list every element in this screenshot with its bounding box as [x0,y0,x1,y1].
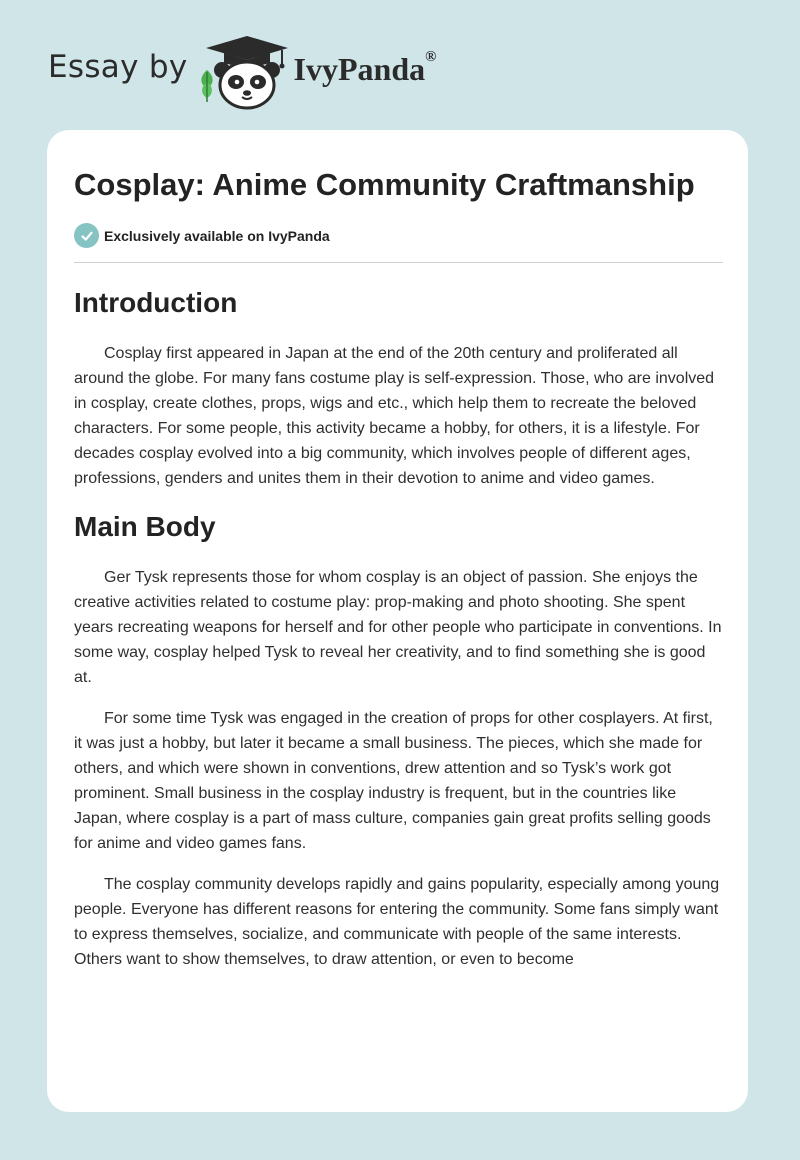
ivy-leaf-icon [196,68,218,104]
divider [74,262,723,263]
essay-title: Cosplay: Anime Community Craftmanship [74,167,695,202]
brand-name[interactable] [293,48,437,88]
paragraph: For some time Tysk was engaged in the creation of props for other cosplayers. At first, it was just a hobby, but later it became a small business. The pieces, which she made for others, and which were shown in conventions, drew attention and so Tysk’s work got prominent. Small business in the cosplay industry is frequent, but in the countries like Japan, where cosplay is a part of mass culture, companies gain great profits selling goods for anime and video games fans. [74,710,713,852]
site-header [48,30,436,110]
brand-name-text: IvyPanda [293,50,426,87]
essay-content [74,164,723,972]
panda-graduation-cap-logo[interactable] [202,30,292,110]
section-heading-introduction: Introduction [74,287,238,318]
check-icon [74,223,99,248]
registered-mark: ® [425,48,437,65]
paragraph: Ger Tysk represents those for whom cosplay is an object of passion. She enjoys the creative activities related to costume play: prop-making and photo shooting. She spent years recreating weapons for herself and for other people who participate in conventions. In some way, cosplay helped Tysk to reveal her creativity, and to find something she is good at. [74,569,722,686]
exclusive-badge-label: Exclusively available on IvyPanda [104,227,330,244]
paragraph: The cosplay community develops rapidly and gains popularity, especially among young people. Everyone has different reasons for entering the community. Some fans simply want to express themselves, socialize, and communicate with people of the same interests. Others want to show themselves, to draw attention, or even to become [74,876,720,968]
section-heading-main-body: Main Body [74,511,216,542]
paragraph: Cosplay first appeared in Japan at the end of the 20th century and proliferated all around the globe. For many fans costume play is self-expression. Those, who are involved in cosplay, create clothes, props, wigs and etc., which help them to recreate the beloved characters. For some people, this activity became a hobby, for others, it is a lifestyle. For decades cosplay evolved into a big community, which involves people of different ages, professions, genders and unites them in their devotion to anime and video games. [74,345,715,487]
essay-by-label: Essay by [48,49,188,85]
essay-card [47,130,748,1112]
exclusive-badge [74,223,723,248]
